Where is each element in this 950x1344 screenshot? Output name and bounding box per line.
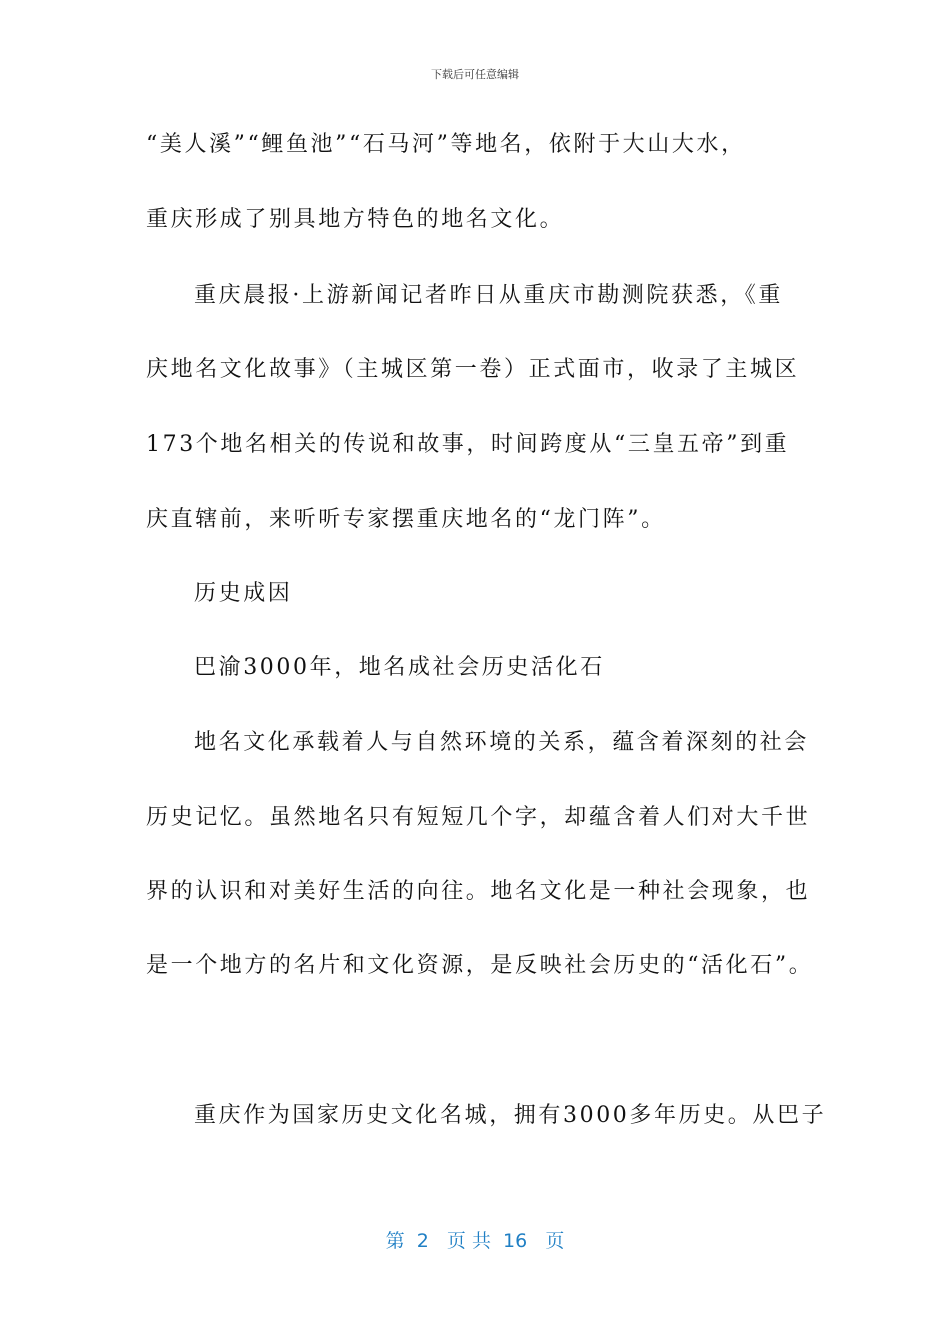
body-line: 是一个地方的名片和文化资源，是反映社会历史的“活化石”。 <box>146 953 814 978</box>
body-line: 173个地名相关的传说和故事，时间跨度从“三皇五帝”到重 <box>146 432 790 457</box>
body-line: “美人溪”“鲤鱼池”“石马河”等地名，依附于大山大水， <box>146 132 746 157</box>
body-line: 重庆作为国家历史文化名城，拥有3000多年历史。从巴子 <box>194 1103 827 1128</box>
body-line: 重庆形成了别具地方特色的地名文化。 <box>146 207 565 232</box>
body-line: 历史记忆。虽然地名只有短短几个字，却蕴含着人们对大千世 <box>146 805 811 830</box>
body-line: 地名文化承载着人与自然环境的关系，蕴含着深刻的社会 <box>194 730 810 755</box>
body-line: 庆直辖前，来听听专家摆重庆地名的“龙门阵”。 <box>146 507 666 532</box>
body-line: 重庆晨报·上游新闻记者昨日从重庆市勘测院获悉，《重 <box>194 283 783 308</box>
body-line: 界的认识和对美好生活的向往。地名文化是一种社会现象，也 <box>146 879 811 904</box>
section-subheading: 巴渝3000年，地名成社会历史活化石 <box>194 655 605 680</box>
page-footer: 第 2 页 共 16 页 <box>385 1230 565 1252</box>
page-header: 下载后可任意编辑 <box>431 68 519 81</box>
section-heading: 历史成因 <box>194 581 293 606</box>
body-line: 庆地名文化故事》（主城区第一卷）正式面市，收录了主城区 <box>146 357 800 382</box>
